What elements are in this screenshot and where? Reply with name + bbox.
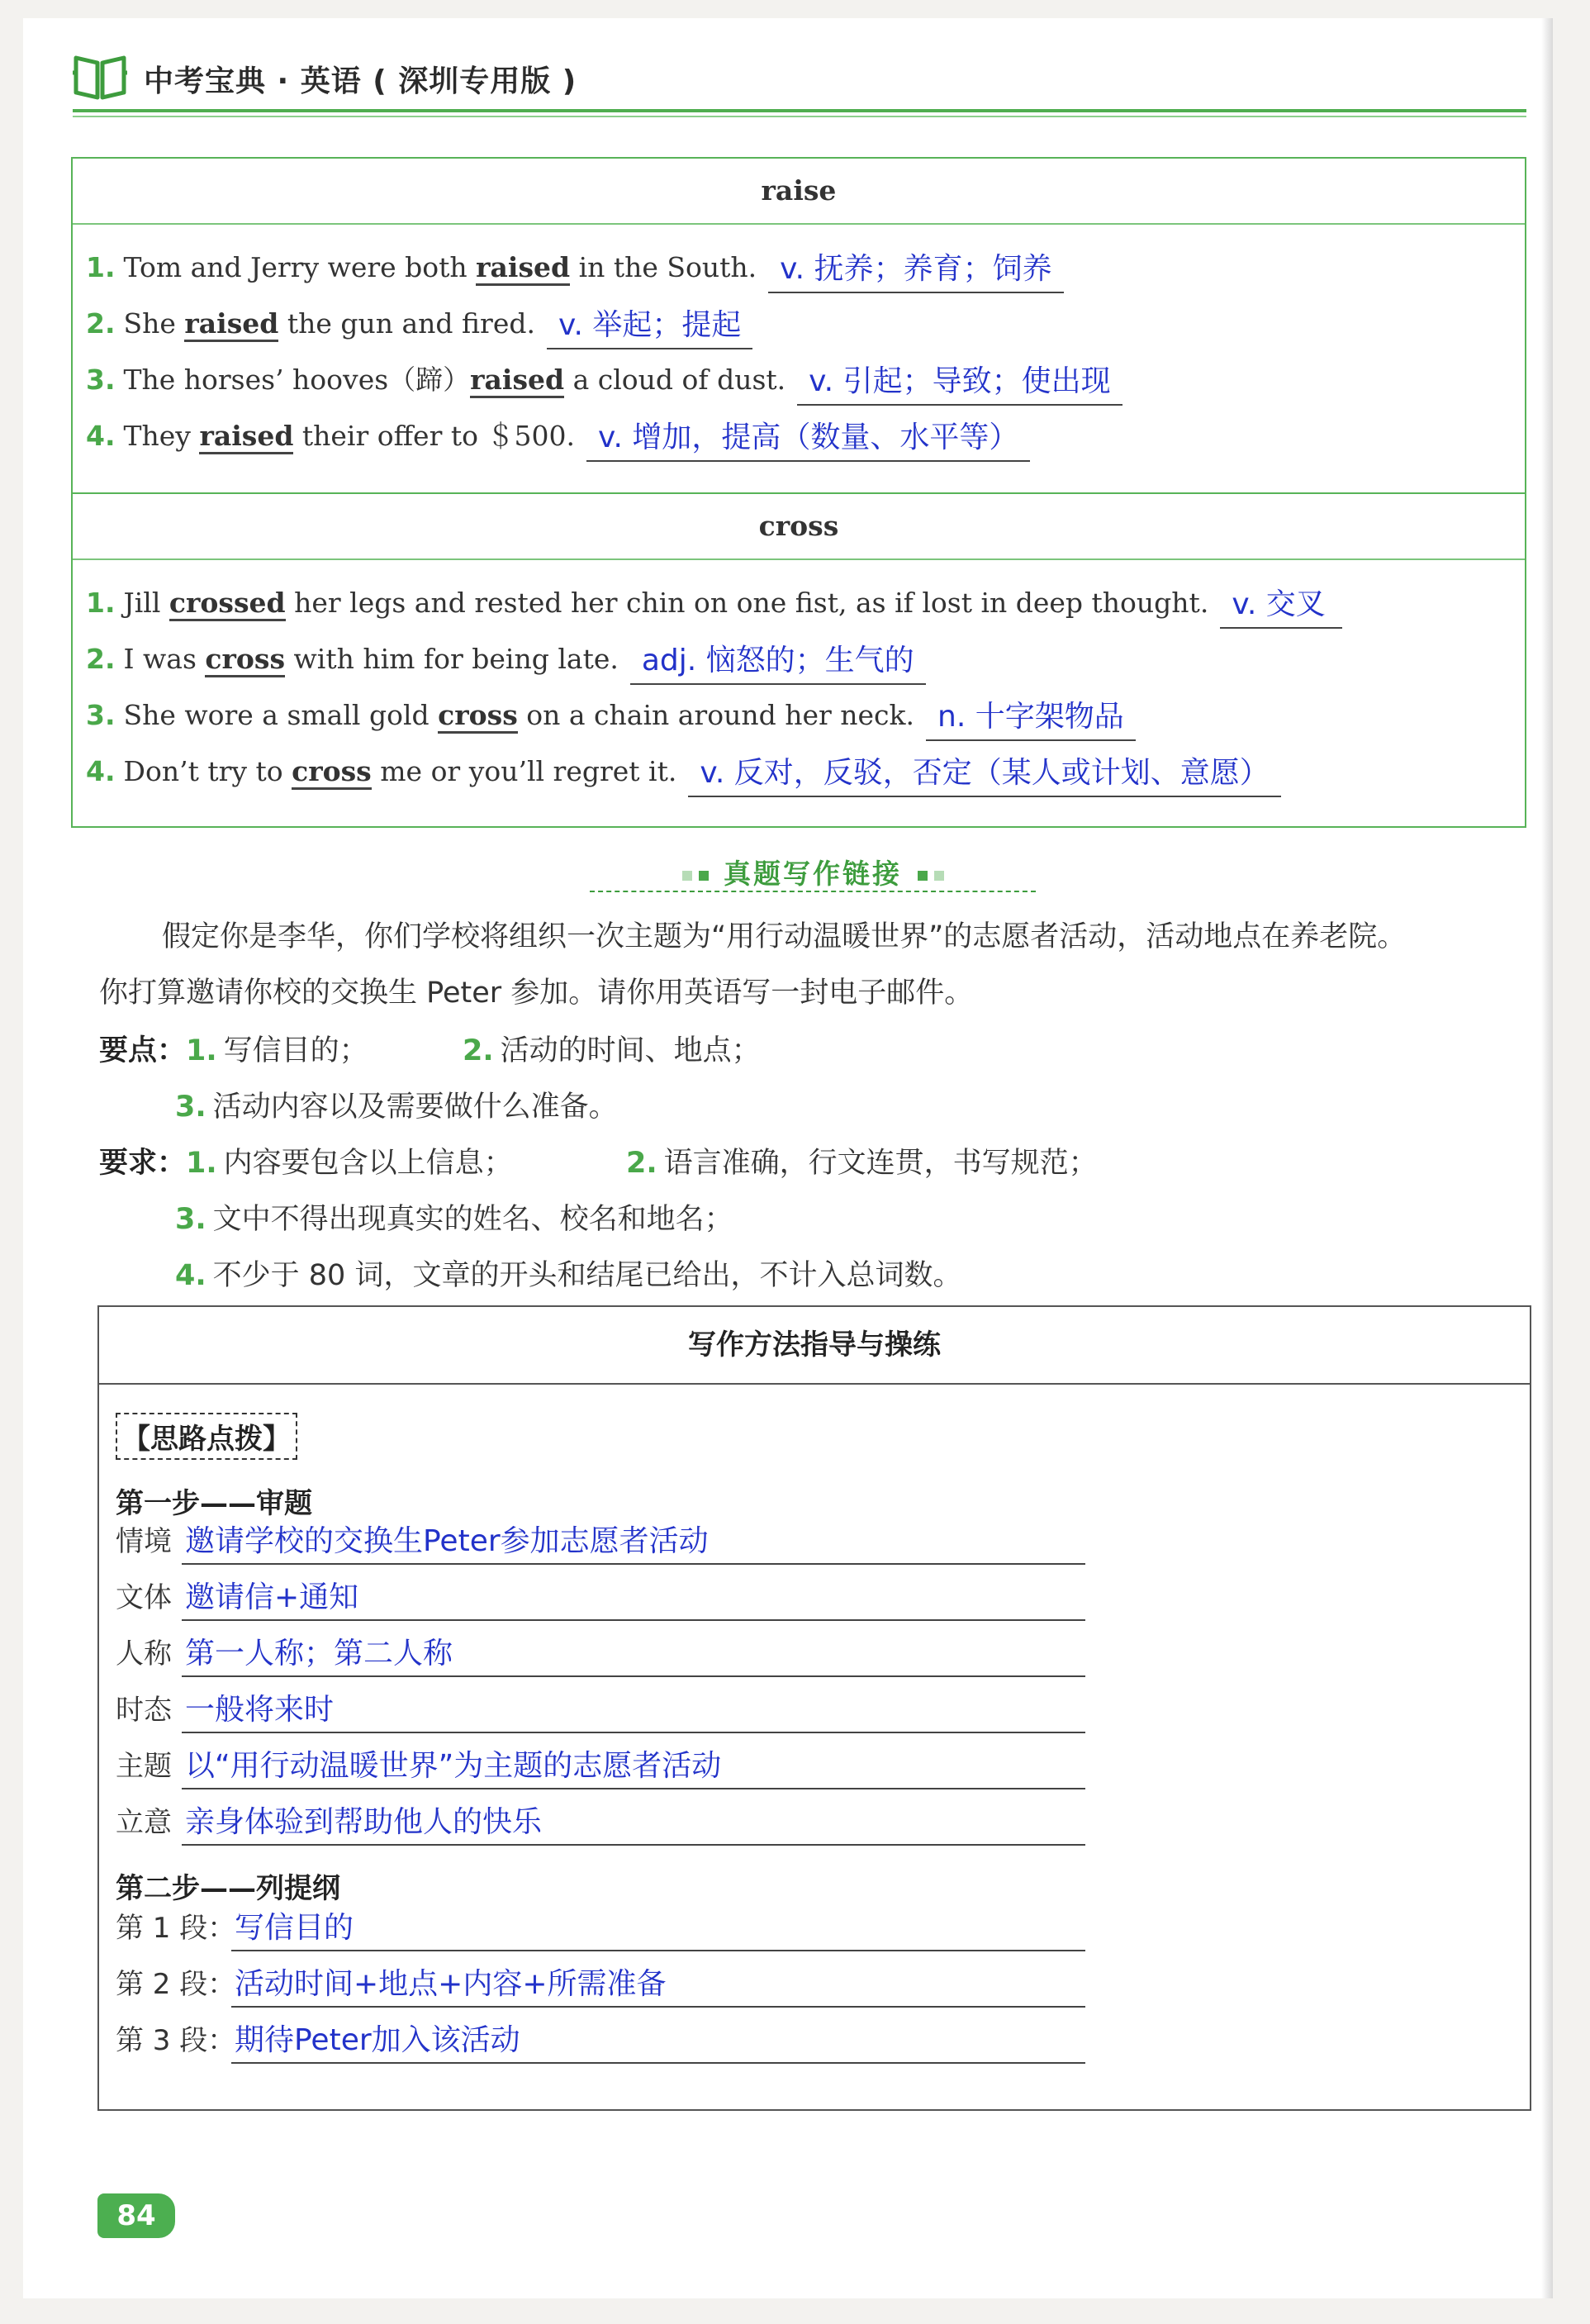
outline-field [116,1905,1085,1960]
keyword: cross [438,699,518,734]
field-label: 主题 [116,1750,172,1783]
step-two-title: 第二步——列提纲 [116,1872,340,1905]
keyword: raised [199,420,293,454]
header-rule-thin [73,116,1526,117]
requirements-line [175,1252,961,1294]
example-row [86,299,752,349]
field-answer[interactable]: 邀请学校的交换生Peter参加志愿者活动 [182,1520,1085,1565]
page-edge [1541,18,1553,2298]
field-answer[interactable]: 第一人称；第二人称 [182,1633,1085,1677]
item-number: 2. [626,1147,657,1180]
item-number: 2. [86,643,116,675]
item-number: 4. [86,420,116,452]
decor-square [682,871,692,881]
page-number: 84 [97,2193,175,2238]
paragraph-label: 第 2 段： [116,1968,236,2001]
example-text: Tom and Jerry were both [123,251,477,283]
field-label: 情境 [116,1525,172,1558]
item-number: 4. [175,1259,206,1292]
example-row [86,578,1342,628]
outline-field [116,2017,1085,2072]
example-text: Jill [123,587,169,619]
paragraph-label: 第 3 段： [116,2024,236,2057]
point-item: 活动内容以及需要做什么准备。 [212,1091,618,1124]
word-heading-cross: cross [758,510,839,542]
item-number: 1. [186,1147,217,1180]
keyword: raised [470,364,564,398]
field-label: 立意 [116,1806,172,1839]
analysis-field [116,1631,1085,1685]
outline-field [116,1961,1085,2016]
example-text: I was [123,643,206,675]
answer-blank[interactable]: v. 交叉 [1220,582,1342,629]
paragraph-answer[interactable]: 写信目的 [231,1907,1085,1951]
section-title-underline [590,891,1036,892]
paragraph-label: 第 1 段： [116,1912,236,1945]
requirements-line [626,1140,1098,1181]
field-label: 人称 [116,1637,172,1671]
analysis-field [116,1743,1085,1798]
item-number: 1. [86,587,116,619]
example-text: the gun and fired. [278,307,535,340]
answer-blank[interactable]: v. 反对，反驳，否定（某人或计划、意愿） [688,751,1280,797]
points-line [175,1084,618,1125]
header-rule [73,109,1526,112]
example-text: a cloud of dust. [564,364,786,396]
example-row [86,691,1136,740]
field-answer[interactable]: 一般将来时 [182,1689,1085,1733]
guide-title: 写作方法指导与操练 [99,1307,1530,1385]
answer-blank[interactable]: v. 增加，提高（数量、水平等） [586,416,1030,462]
example-row [86,634,926,684]
paragraph-answer[interactable]: 期待Peter加入该活动 [231,2019,1085,2064]
requirement-item: 文中不得出现真实的姓名、校名和地名； [212,1203,733,1236]
example-text: The horses’ hooves（蹄） [123,364,471,396]
point-item: 活动的时间、地点； [500,1034,761,1067]
field-label: 文体 [116,1581,172,1614]
item-number: 2. [463,1034,494,1067]
prompt-line: 假定你是李华，你们学校将组织一次主题为“用行动温暖世界”的志愿者活动，活动地点在养老院。 [162,920,1407,953]
writing-guide-box [97,1305,1531,2111]
book-title: 中考宝典 · 英语 ( 深圳专用版 ) [144,64,577,98]
example-text: Don’t try to [123,755,292,787]
example-text: their offer to ＄500. [293,420,575,452]
example-text: on a chain around her neck. [517,699,914,731]
item-number: 3. [175,1091,206,1124]
keyword: crossed [169,587,286,621]
requirements-line [175,1196,733,1238]
points-line [463,1028,761,1069]
example-text: She wore a small gold [123,699,439,731]
decor-square [699,871,709,881]
example-text: They [123,420,200,452]
requirements-line [99,1140,513,1181]
field-label: 时态 [116,1694,172,1727]
example-row [86,355,1122,405]
example-row [86,243,1064,292]
answer-blank[interactable]: v. 举起；提起 [547,303,752,349]
field-answer[interactable]: 亲身体验到帮助他人的快乐 [182,1801,1085,1846]
item-number: 1. [86,251,116,283]
analysis-field [116,1799,1085,1854]
points-line [99,1028,368,1069]
item-number: 3. [86,364,116,396]
example-text: me or you’ll regret it. [371,755,677,787]
example-text: with him for being late. [285,643,619,675]
answer-blank[interactable]: v. 抚养；养育；饲养 [768,247,1063,293]
point-item: 写信目的； [223,1034,368,1067]
row-separator [73,558,1525,560]
example-text: She [123,307,185,340]
field-answer[interactable]: 以“用行动温暖世界”为主题的志愿者活动 [182,1745,1085,1789]
paragraph-answer[interactable]: 活动时间+地点+内容+所需准备 [231,1963,1085,2008]
keyword: cross [205,643,285,677]
keyword: raised [476,251,570,286]
analysis-field [116,1518,1085,1573]
item-number: 2. [86,307,116,340]
answer-blank[interactable]: v. 引起；导致；使出现 [797,359,1122,406]
requirement-item: 不少于 80 词，文章的开头和结尾已给出，不计入总词数。 [212,1259,962,1292]
keyword: raised [184,307,278,342]
section-title-text: 真题写作链接 [724,858,902,890]
points-label: 要点： [99,1034,187,1067]
requirement-item: 语言准确，行文连贯，书写规范； [663,1147,1098,1180]
word-heading-raise: raise [761,174,837,207]
answer-blank[interactable]: adj. 恼怒的；生气的 [630,639,926,685]
item-number: 1. [186,1034,217,1067]
requirement-item: 内容要包含以上信息； [223,1147,513,1180]
tip-label: 【思路点拨】 [116,1413,297,1460]
row-separator [73,223,1525,225]
item-number: 3. [86,699,116,731]
item-number: 3. [175,1203,206,1236]
page-header [73,43,1526,117]
analysis-field [116,1575,1085,1629]
item-number: 4. [86,755,116,787]
requirements-label: 要求： [99,1147,187,1180]
decor-square [918,871,928,881]
book-logo-icon [73,51,127,101]
field-answer[interactable]: 邀请信+通知 [182,1576,1085,1621]
example-text: in the South. [570,251,757,283]
step-one-title: 第一步——审题 [116,1487,312,1520]
example-row [86,747,1281,796]
example-text: her legs and rested her chin on one fist, as if lost in deep thought. [285,587,1209,619]
example-row [86,411,1030,461]
analysis-field [116,1687,1085,1742]
vocab-table [71,157,1526,828]
decor-square [934,871,944,881]
answer-blank[interactable]: n. 十字架物品 [926,695,1136,741]
keyword: cross [292,755,372,790]
prompt-line: 你打算邀请你校的交换生 Peter 参加。请你用英语写一封电子邮件。 [99,977,974,1010]
